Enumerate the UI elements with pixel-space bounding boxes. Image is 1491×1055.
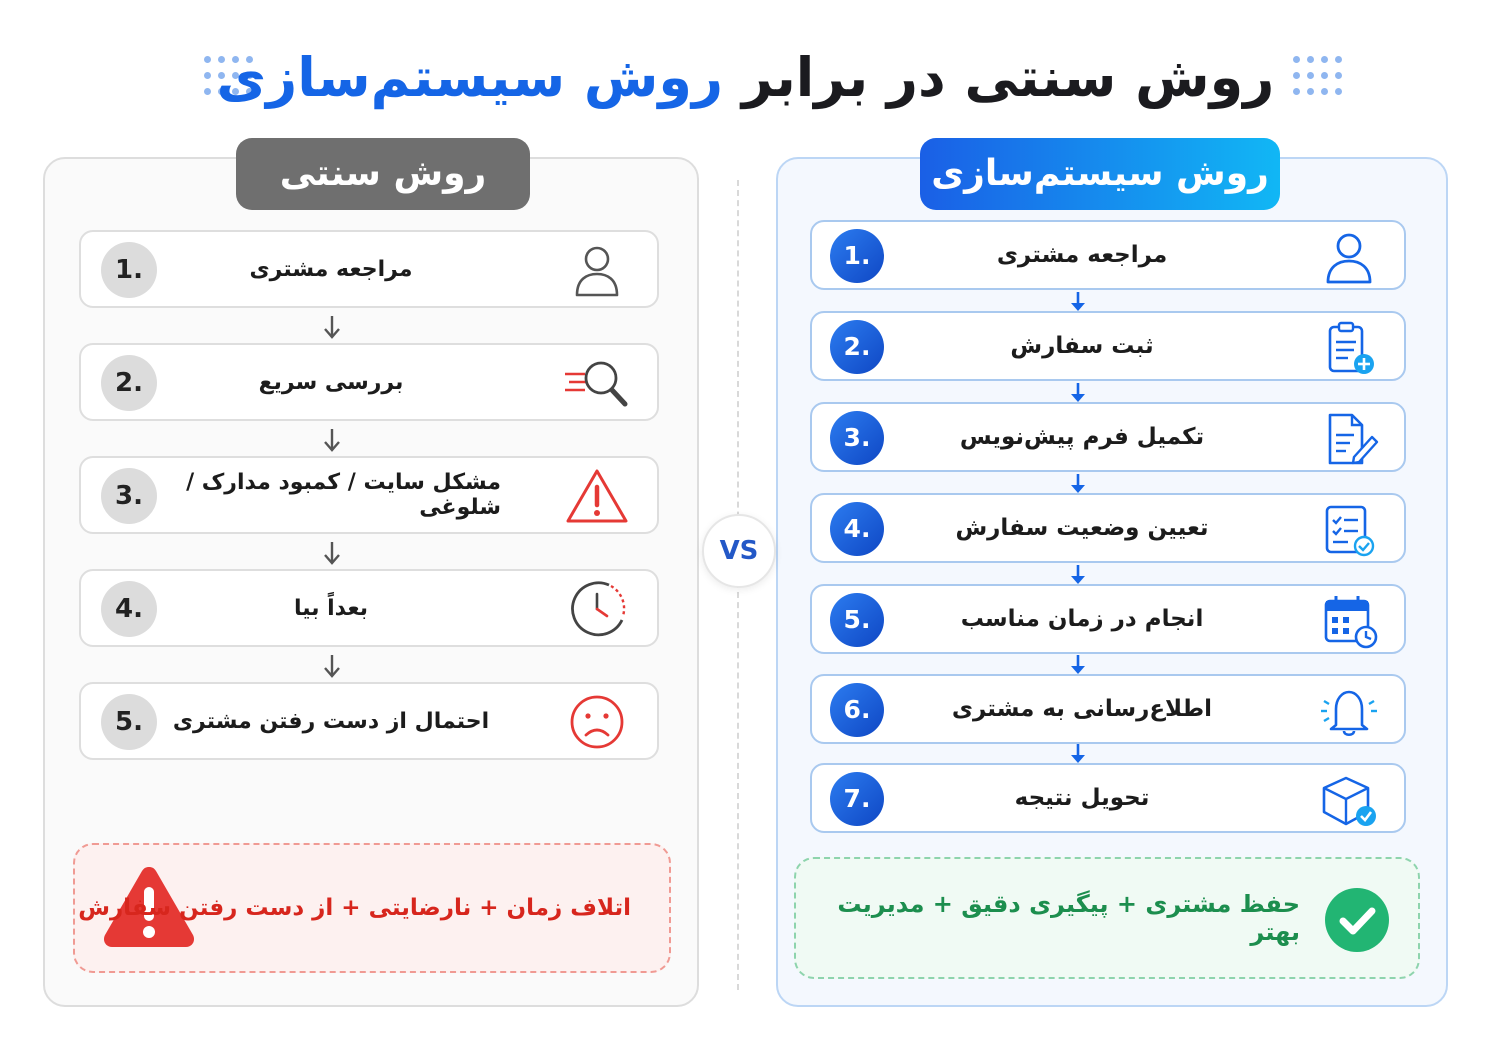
traditional-step-2 <box>79 343 659 421</box>
vs-badge: VS <box>702 514 776 588</box>
flow-arrow <box>322 315 342 339</box>
check-circle-icon <box>1324 887 1390 953</box>
step-label: مراجعه مشتری <box>249 256 413 282</box>
step-label: انجام در زمان مناسب <box>960 606 1204 632</box>
step-number: 2. <box>101 355 157 411</box>
system-step-5 <box>810 584 1406 654</box>
traditional-step-1 <box>79 230 659 308</box>
step-label: اطلاع‌رسانی به مشتری <box>951 696 1213 722</box>
flow-arrow <box>1068 654 1088 678</box>
traditional-result-text: اتلاف زمان + نارضایتی + از دست رفتن سفارش <box>78 895 631 921</box>
traditional-step-4 <box>79 569 659 647</box>
flow-arrow <box>1068 382 1088 406</box>
clock-icon <box>565 580 629 638</box>
flow-arrow <box>322 654 342 678</box>
system-step-3 <box>810 402 1406 472</box>
step-number: 6. <box>830 683 884 737</box>
page-title <box>0 38 1491 118</box>
step-label: ثبت سفارش <box>1010 333 1154 359</box>
warning-icon <box>565 467 629 525</box>
traditional-step-3 <box>79 456 659 534</box>
search-icon <box>565 354 629 412</box>
step-number: 2. <box>830 320 884 374</box>
step-number: 3. <box>830 411 884 465</box>
step-label: مشکل سایت / کمبود مدارک / شلوغی <box>186 470 501 520</box>
system-step-1 <box>810 220 1406 290</box>
step-label: بعداً بیا <box>293 595 369 621</box>
flow-arrow <box>1068 564 1088 588</box>
system-panel-title: روش سیستم‌سازی <box>920 138 1280 210</box>
step-number: 1. <box>101 242 157 298</box>
system-result-text: حفظ مشتری + پیگیری دقیق + مدیریت بهتر <box>837 890 1300 946</box>
step-number: 5. <box>830 593 884 647</box>
calendar-clock-icon <box>1314 593 1384 649</box>
sad-face-icon <box>565 693 629 751</box>
step-label: تکمیل فرم پیش‌نویس <box>959 424 1205 450</box>
system-step-7 <box>810 763 1406 833</box>
document-edit-icon <box>1314 411 1384 467</box>
step-number: 4. <box>101 581 157 637</box>
package-check-icon <box>1314 772 1384 828</box>
step-number: 5. <box>101 694 157 750</box>
system-step-6 <box>810 674 1406 744</box>
step-number: 3. <box>101 468 157 524</box>
traditional-result <box>73 843 671 973</box>
flow-arrow <box>322 541 342 565</box>
step-number: 1. <box>830 229 884 283</box>
bell-icon <box>1314 683 1384 739</box>
step-label: تعیین وضعیت سفارش <box>955 515 1209 541</box>
traditional-step-5 <box>79 682 659 760</box>
step-label: بررسی سریع <box>258 369 404 395</box>
page-title-main: روش سنتی در برابر <box>741 46 1275 109</box>
step-label: مراجعه مشتری <box>996 242 1168 268</box>
system-result <box>794 857 1420 979</box>
step-number: 7. <box>830 772 884 826</box>
step-number: 4. <box>830 502 884 556</box>
user-icon <box>1314 229 1384 285</box>
traditional-panel-title: روش سنتی <box>236 138 530 210</box>
flow-arrow <box>322 428 342 452</box>
clipboard-add-icon <box>1314 320 1384 376</box>
step-label: احتمال از دست رفتن مشتری <box>172 708 490 734</box>
checklist-icon <box>1314 502 1384 558</box>
system-step-4 <box>810 493 1406 563</box>
flow-arrow <box>1068 743 1088 767</box>
flow-arrow <box>1068 291 1088 315</box>
user-icon <box>565 241 629 299</box>
page-title-accent: روش سیستم‌سازی <box>216 46 724 109</box>
step-label: تحویل نتیجه <box>1014 785 1150 811</box>
system-step-2 <box>810 311 1406 381</box>
flow-arrow <box>1068 473 1088 497</box>
